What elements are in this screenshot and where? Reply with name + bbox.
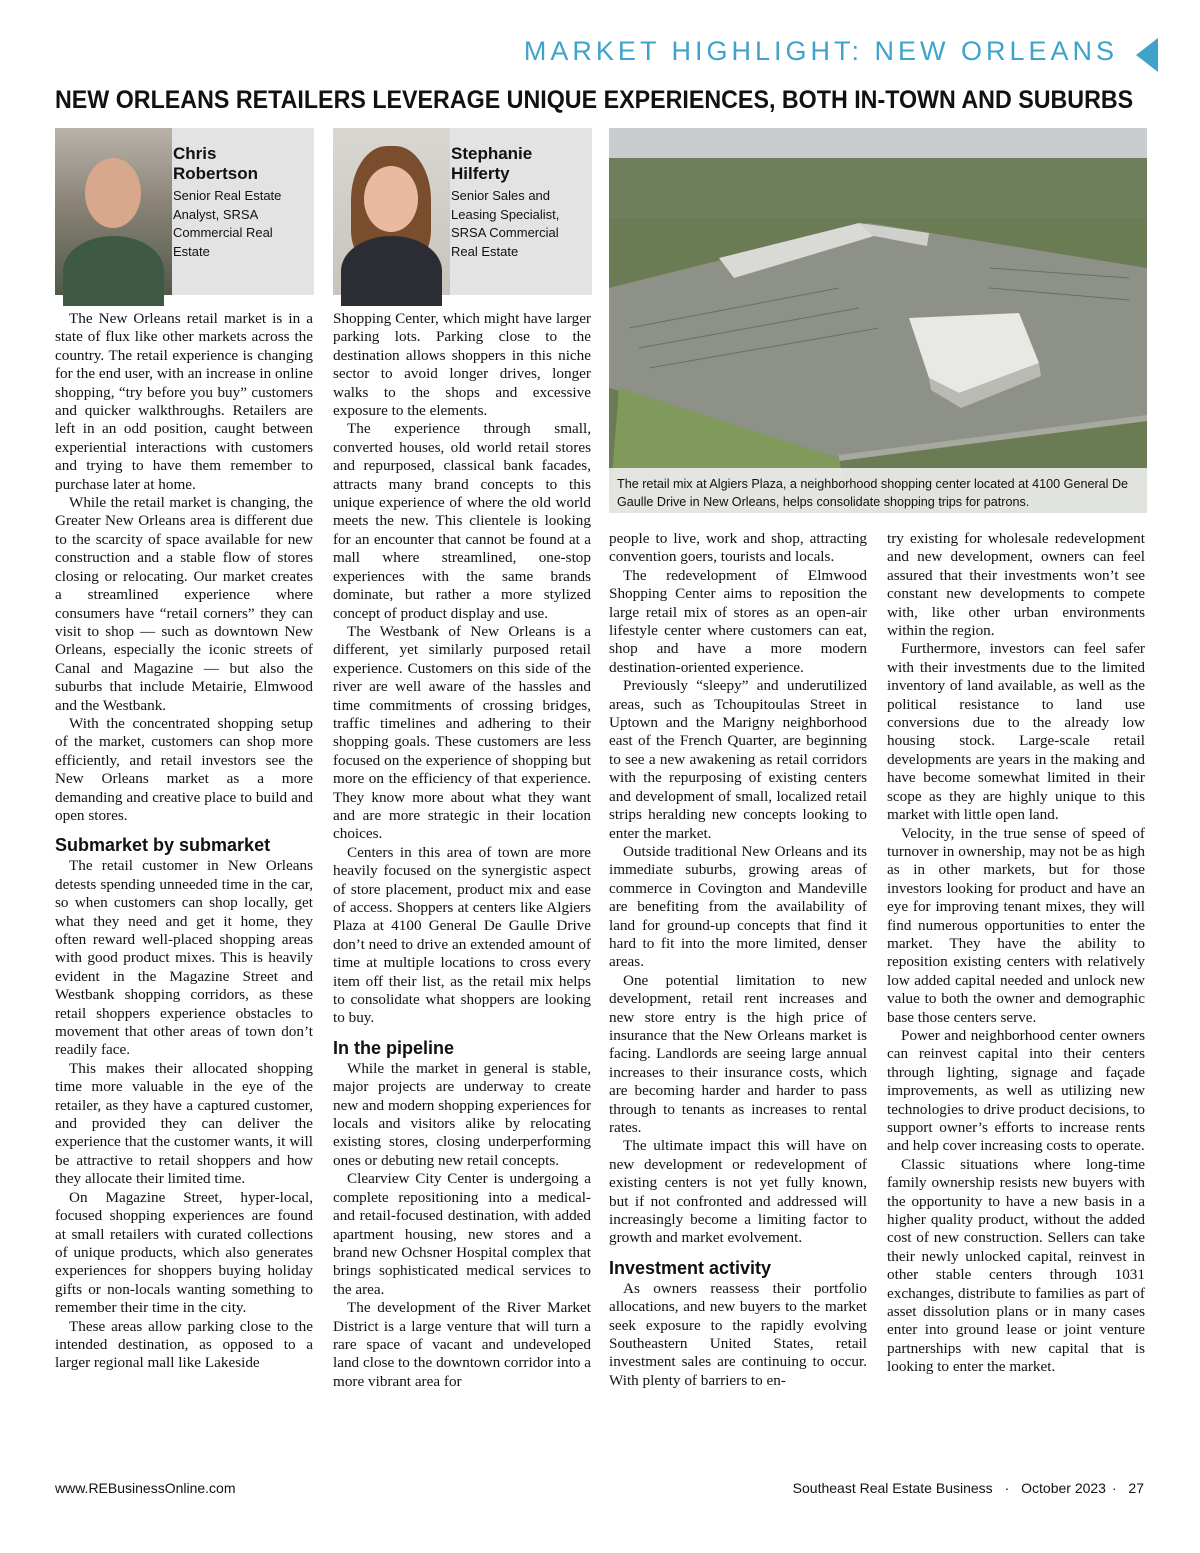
paragraph: This makes their allocated shopping time more valuable in the eye of the retailer, as they have a captured customer, and provided they can deliver the experience that the customer wants, it will be attractive to retail shoppers and how they allocate their limited time. (55, 1059, 313, 1188)
separator: · (1111, 1480, 1117, 1496)
publication-name: Southeast Real Estate Business (792, 1480, 993, 1496)
section-label: MARKET HIGHLIGHT: NEW ORLEANS (523, 36, 1118, 66)
subheading: Investment activity (609, 1257, 772, 1278)
paragraph: These areas allow parking close to the intended destination, as opposed to a larger regional mall like Lakeside (55, 1317, 313, 1372)
paragraph: Outside traditional New Orleans and its immediate suburbs, growing areas of commerce in Covington and Mandeville are benefiting from the availability of land for ground-up concepts that find it hard to fit into the more limited, denser areas. (609, 842, 867, 971)
paragraph: The experience through small, converted houses, old world retail stores and repurposed, classical bank facades, attracts many brand concepts to this unique experience of where the old world meets the new. This clientele is looking for an encounter that cannot be found at a mall where streamlined, one-stop experiences with the same brands dominate, but rather a more stylized concept of product display and use. (333, 420, 591, 622)
paragraph: While the market in general is stable, major projects are underway to create new and modern shopping experiences for locals and visitors alike by relocating existing stores, closing underperforming ones or debuting new retail concepts. (333, 1059, 591, 1169)
paragraph: Centers in this area of town are more heavily focused on the synergistic aspect of store placement, product mix and ease of access. Shoppers at centers like Algiers Plaza at 4100 General De Gaulle Drive don’t need to drive an extended amount of time at multiple locations to cross every item off their list, as the retail mix helps to consolidate what shoppers are looking to buy. (333, 843, 591, 1027)
author-name: Stephanie Hilferty (451, 144, 533, 183)
section-arrow-icon (1136, 38, 1158, 72)
paragraph: The New Orleans retail market is in a state of flux like other markets across the country. The retail experience is changing for the end user, with an increase in online shopping, “try before you buy” customers and quicker walkthroughs. Retailers are left in an odd position, caught between experiential interactions with customers and trying to have them remember to purchase later at home. (55, 310, 313, 493)
paragraph: While the retail market is changing, the Greater New Orleans area is different due to the scarcity of space available for new construction and a stable flow of stores closing or relocating. Our market creates a streamlined experience where consumers have “retail corners” they can visit to shop — such as downtown New Orleans, especially the iconic streets of Canal and Magazine — but also the suburbs that include Metairie, Elmwood and the Westbank. (55, 494, 313, 714)
paragraph: The redevelopment of Elmwood Shopping Center aims to reposition the large retail mix of stores as an open-air lifestyle center where customers can eat, shop and have a more modern destination-oriented experience. (609, 566, 867, 676)
paragraph: Classic situations where long-time family ownership resists new buyers with the opportunity to have a new basis in a higher quality product, without the added cost of new construction. Sellers can take their newly unlocked capital, reinvest in other stable centers through 1031 exchanges, distribute to families as part of asset dissolution plans or in many cases enter into ground lease or joint venture partnerships with new capital that is looking to enter the market. (887, 1155, 1145, 1376)
article-column-3 (609, 530, 867, 1390)
paragraph: The retail customer in New Orleans detests spending unneeded time in the car, so when customers can shop locally, get what they need and get it home, they often reward well-placed shopping areas with good product mixes. This is heavily evident in the Magazine Street and Westbank shopping corridors, as these retail shoppers experience obstacles to movement that other areas of town don’t readily face. (55, 857, 313, 1059)
page-number: 27 (1128, 1480, 1144, 1496)
aerial-photo (609, 128, 1147, 513)
article-column-4 (887, 530, 1145, 1377)
paragraph: As owners reassess their portfolio allocations, and new buyers to the market seek exposure to the rapidly evolving Southeastern United States, retail investment sales are continuing to occur. With plenty of barriers to en- (609, 1279, 867, 1389)
author-card-hilferty (333, 128, 592, 295)
footer-publication (793, 1480, 1144, 1496)
author-photo (55, 128, 172, 295)
author-card-robertson (55, 128, 314, 295)
issue-date: October 2023 (1021, 1480, 1106, 1496)
author-title: Senior Real Estate Analyst, SRSA Commercial Real Estate (173, 188, 282, 259)
paragraph: try existing for wholesale redevelopment and new development, owners can feel assured that their investments won’t see constant new developments to compete with, like other urban environments within the region. (887, 530, 1145, 640)
separator: · (1004, 1480, 1010, 1496)
paragraph: Power and neighborhood center owners can reinvest capital into their centers through lighting, signage and façade improvements, as well as utilizing new technologies to drive product decisions, to support owner’s efforts to increase rents and help cover increasing costs to operate. (887, 1026, 1145, 1155)
author-name: Chris Robertson (173, 144, 258, 183)
paragraph: people to live, work and shop, attracting convention goers, tourists and locals. (609, 530, 867, 566)
photo-caption: The retail mix at Algiers Plaza, a neighborhood shopping center located at 4100 General De Gaulle Drive in New Orleans, helps consolidate shopping trips for patrons. (609, 468, 1147, 513)
headline: NEW ORLEANS RETAILERS LEVERAGE UNIQUE EXPERIENCES, BOTH IN-TOWN AND SUBURBS (55, 86, 1134, 114)
paragraph: Clearview City Center is undergoing a complete repositioning into a medical- and retail-focused destination, with added apartment housing, new stores and a brand new Ochsner Hospital complex that brings sophisticated medical services to the area. (333, 1170, 591, 1298)
author-title: Senior Sales and Leasing Specialist, SRSA Commercial Real Estate (451, 188, 560, 259)
paragraph: Velocity, in the true sense of speed of turnover in ownership, may not be as high as in other markets, but for those investors looking for product and have an eye for improving tenant mixes, they will find numerous opportunities to enter the market. They have the ability to reposition existing centers with relatively low added capital needed and unlock new value to both the owner and demographic base those centers serve. (887, 824, 1145, 1026)
paragraph: The Westbank of New Orleans is a different, yet similarly purposed retail experience. Customers on this side of the river are well aware of the hassles and time commitments of crossing bridges, traffic timelines and adhering to their shopping goals. These customers are less focused on the experience of shopping but more on the efficiency of that experience. They know more about what they want and are more strategic in their location choices. (333, 622, 591, 843)
article-column-1 (55, 310, 313, 1373)
paragraph: One potential limitation to new development, retail rent increases and new store entry is the high price of insurance that the New Orleans market is facing. Landlords are seeing large annual increases to their insurance costs, which are becoming harder and harder to pass through to tenants as increases to rental rates. (609, 971, 867, 1136)
footer-website[interactable]: www.REBusinessOnline.com (55, 1480, 236, 1496)
paragraph: With the concentrated shopping setup of the market, customers can shop more efficiently, and retail investors see the New Orleans market as a more demanding and creative place to build and open stores. (55, 714, 313, 824)
paragraph: The ultimate impact this will have on new development or redevelopment of existing centers is not yet fully known, but if not confronted and addressed will increasingly become a limiting factor to growth and market evolvement. (609, 1137, 867, 1247)
paragraph: Previously “sleepy” and underutilized areas, such as Tchoupitoulas Street in Uptown and the Marigny neighborhood east of the French Quarter, are beginning to see a new awakening as retail corridors with the repurposing of existing centers and development of small, localized retail strips heralding new concepts looking to enter the market. (609, 677, 867, 842)
paragraph: On Magazine Street, hyper-local, focused shopping experiences are found at small retailers with curated collections of unique products, which also generates experiences for shoppers buying holiday gifts or non-locals wanting something to remember their time in the city. (55, 1188, 313, 1317)
subheading: In the pipeline (333, 1037, 455, 1058)
paragraph: The development of the River Market District is a large venture that will turn a rare space of vacant and undeveloped land close to the downtown corridor into a more vibrant area for (333, 1299, 591, 1390)
author-photo (333, 128, 450, 295)
paragraph: Shopping Center, which might have larger parking lots. Parking close to the destination allows shoppers in this niche sector to avoid longer drives, longer walks to the shops and excessive exposure to the elements. (333, 310, 591, 420)
paragraph: Furthermore, investors can feel safer with their investments due to the limited inventory of land available, as well as the political resistance to land use conversions due to the already low housing stock. Large-scale retail developments are years in the making and have become somewhat limited in their scope as they are highly unique to this market with little open land. (887, 640, 1145, 824)
article-column-2 (333, 310, 591, 1391)
subheading: Submarket by submarket (55, 835, 271, 856)
